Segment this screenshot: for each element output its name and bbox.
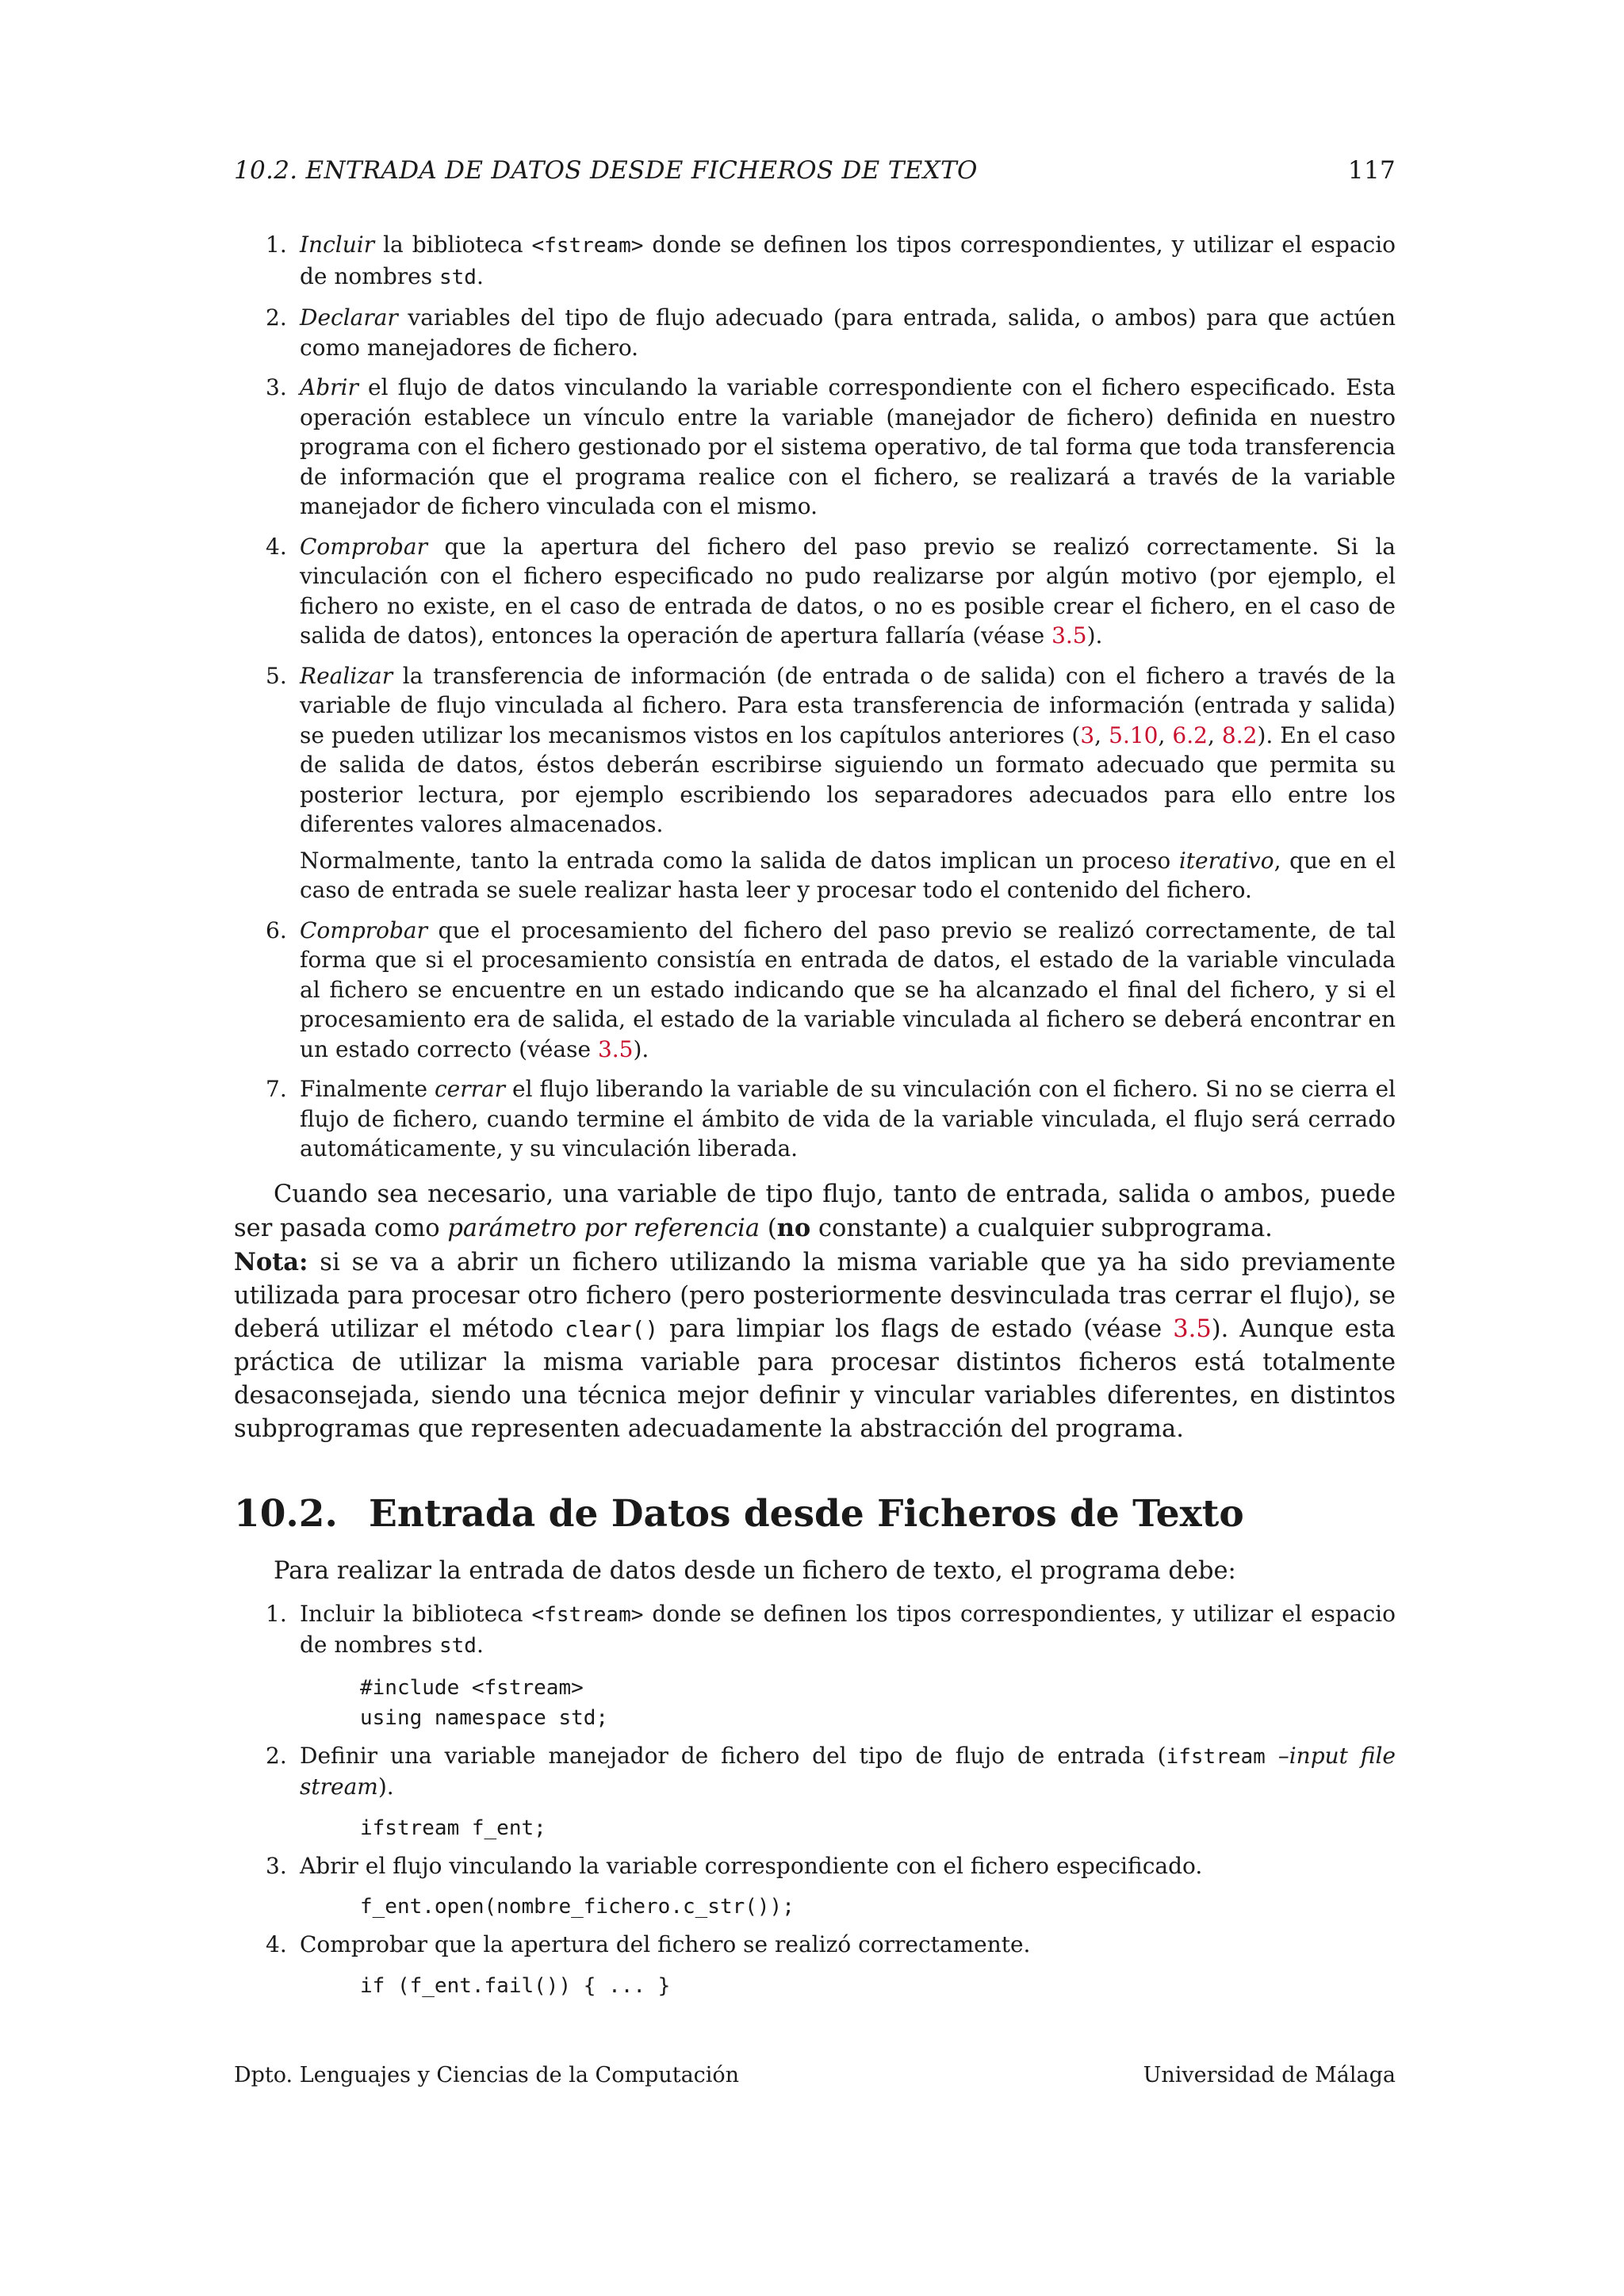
list-item: 3. Abrir el flujo vinculando la variable correspondiente con el fichero especificado. f_ent.open(nombre_fichero.c_str());: [234, 1851, 1396, 1923]
section-ref-link[interactable]: 8.2: [1221, 721, 1258, 748]
list-item: 1. Incluir la biblioteca <fstream> donde se definen los tipos correspondientes, y utilizar el espacio de nombres std. #include <fstream> using namespace std;: [234, 1599, 1396, 1733]
section-heading: [234, 1492, 1396, 1536]
item-number: 7.: [266, 1076, 287, 1102]
section-ref-link[interactable]: 3.5: [597, 1035, 634, 1062]
note-label: Nota:: [234, 1247, 308, 1276]
section-title: Entrada de Datos desde Ficheros de Texto: [369, 1491, 1244, 1536]
steps-list: [234, 230, 1396, 1164]
item-number: 1.: [266, 232, 287, 258]
code-block: f_ent.open(nombre_fichero.c_str());: [360, 1895, 795, 1919]
code-block: ifstream f_ent;: [360, 1816, 546, 1840]
paragraph-reference-params: Cuando sea necesario, una variable de tipo flujo, tanto de entrada, salida o ambos, puede ser pasada como parámetro por referencia (no constante) a cualquier subprograma.: [234, 1180, 1396, 1242]
main-content: [234, 230, 1396, 2009]
code-block: #include <fstream> using namespace std;: [360, 1675, 609, 1730]
item-number: 2.: [266, 304, 287, 331]
item-term: cerrar: [434, 1076, 506, 1102]
item-number: 6.: [266, 916, 287, 943]
inline-code: ifstream: [1166, 1744, 1266, 1769]
section-ref-link[interactable]: 3: [1080, 721, 1095, 748]
section-ref-link[interactable]: 6.2: [1172, 721, 1208, 748]
inline-code: std: [439, 1634, 477, 1658]
footer-university: Universidad de Málaga: [1143, 2063, 1396, 2087]
running-head: [234, 156, 1396, 185]
item-number: 5.: [266, 662, 287, 689]
section-ref-link[interactable]: 3.5: [1051, 622, 1087, 649]
inline-code: std: [439, 265, 477, 289]
input-steps-list: [234, 1599, 1396, 2001]
list-item: 7. Finalmente cerrar el flujo liberando la variable de su vinculación con el fichero. Si no se cierra el flujo de fichero, cuando termine el ámbito de vida de la variable vinculada, el flujo será cerrado automáticamente, y su vinculación liberada.: [266, 1076, 1396, 1161]
code-block: if (f_ent.fail()) { ... }: [360, 1973, 671, 1998]
item-term: Realizar: [300, 662, 393, 689]
list-item: 4. Comprobar que la apertura del fichero se realizó correctamente. if (f_ent.fail()) { ... }: [234, 1930, 1396, 2001]
list-item: 2. Declarar variables del tipo de flujo adecuado (para entrada, salida, o ambos) para que actúen como manejadores de fichero.: [266, 304, 1396, 361]
item-term: Declarar: [300, 304, 398, 331]
list-item: 1. Incluir la biblioteca <fstream> donde se definen los tipos correspondientes, y utilizar el espacio de nombres std.: [266, 232, 1396, 289]
item-term: Incluir: [300, 232, 375, 258]
footer-department: Dpto. Lenguajes y Ciencias de la Computación: [234, 2063, 740, 2087]
list-item: 2. Definir una variable manejador de fichero del tipo de flujo de entrada (ifstream –input file stream). ifstream f_ent;: [234, 1741, 1396, 1843]
note-paragraph: Nota: si se va a abrir un fichero utilizando la misma variable que ya ha sido previamente utilizada para procesar otro fichero (pero posteriormente desvinculada tras cerrar el flujo), se deberá utilizar el método clear() para limpiar los flags de estado (véase 3.5). Aunque esta práctica de utilizar la misma variable para procesar distintos ficheros está totalmente desaconsejada, siendo una técnica mejor definir y vincular variables diferentes, en distintos subprogramas que representen adecuadamente la abstracción del programa.: [234, 1247, 1396, 1443]
item-number: 2.: [266, 1742, 287, 1769]
item-term: Abrir: [300, 374, 358, 400]
page-footer: [234, 2063, 1396, 2087]
item-number: 4.: [266, 533, 287, 560]
item-number: 1.: [266, 1600, 287, 1627]
page-number: 117: [1347, 156, 1396, 185]
inline-code: <fstream>: [531, 1602, 644, 1627]
item-term: Comprobar: [300, 916, 427, 943]
list-item: 5. Realizar la transferencia de información (de entrada o de salida) con el fichero a través de la variable de flujo vinculada al fichero. Para esta transferencia de información (entrada y salida) se pueden utilizar los mecanismos vistos en los capítulos anteriores (3, 5.10, 6.2, 8.2). En el caso de salida de datos, éstos deberán escribirse siguiendo un formato adecuado que permita su posterior lectura, por ejemplo escribiendo los separadores adecuados para ello entre los diferentes valores almacenados. Normalmente, tanto la entrada como la salida de datos implican un proceso iterativo, que en el caso de entrada se suele realizar hasta leer y procesar todo el contenido del fichero.: [266, 662, 1396, 903]
item-number: 4.: [266, 1931, 287, 1957]
list-item: 4. Comprobar que la apertura del fichero del paso previo se realizó correctamente. Si la vinculación con el fichero especificado no pudo realizarse por algún motivo (por ejemplo, el fichero no existe, en el caso de entrada de datos, o no es posible crear el fichero, en el caso de salida de datos), entonces la operación de apertura fallaría (véase 3.5).: [266, 533, 1396, 649]
section-number: 10.2.: [234, 1491, 338, 1536]
list-item: 6. Comprobar que el procesamiento del fichero del paso previo se realizó correctamente, de tal forma que si el procesamiento consistía en entrada de datos, el estado de la variable vinculada al fichero se encuentre en un estado indicando que se ha alcanzado el final del fichero, y si el procesamiento era de salida, el estado de la variable vinculada al fichero se deberá encontrar en un estado correcto (véase 3.5).: [266, 916, 1396, 1062]
item-number: 3.: [266, 1852, 287, 1879]
running-title: 10.2. ENTRADA DE DATOS DESDE FICHEROS DE TEXTO: [234, 156, 978, 185]
section-ref-link[interactable]: 3.5: [1173, 1314, 1212, 1343]
section-ref-link[interactable]: 5.10: [1109, 721, 1159, 748]
inline-code: clear(): [565, 1315, 659, 1342]
list-item: 3. Abrir el flujo de datos vinculando la variable correspondiente con el fichero especificado. Esta operación establece un vínculo entre la variable (manejador de fichero) definida en nuestro programa con el fichero gestionado por el sistema operativo, de tal forma que toda transferencia de información que el programa realice con el fichero, se realizará a través de la variable manejador de fichero vinculada con el mismo.: [266, 374, 1396, 519]
inline-code: <fstream>: [531, 234, 644, 258]
item-number: 3.: [266, 374, 287, 400]
item-term: Comprobar: [300, 533, 427, 560]
section-intro: Para realizar la entrada de datos desde un fichero de texto, el programa debe:: [274, 1556, 1236, 1585]
